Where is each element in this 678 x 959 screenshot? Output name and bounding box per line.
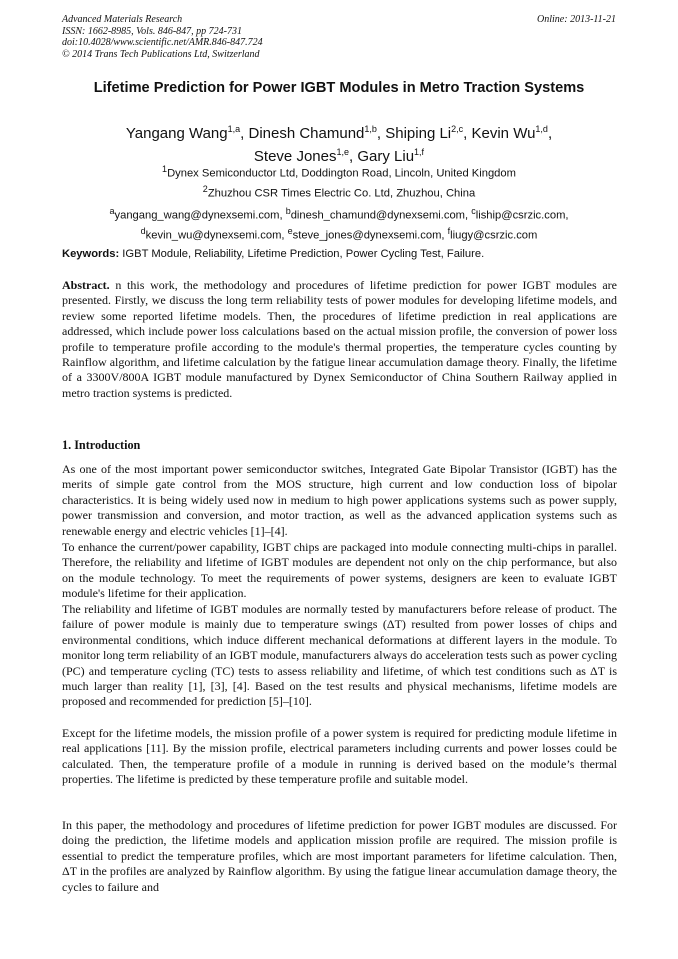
keywords xyxy=(62,248,618,260)
intro-paragraph-2: To enhance the current/power capability, IGBT chips are packaged into module connecting multi-chips in parallel. Therefore, the reliability and lifetime of IGBT modules are dependent not only on the chip performance, but also on the module technology. To meet the requirements of power systems, designers are keen to evaluate IGBT module's lifetime for their application. xyxy=(62,540,617,601)
author-sep: , xyxy=(349,148,358,165)
email-sup: d xyxy=(140,225,146,236)
author-sup: 1,b xyxy=(364,124,377,134)
author-sup: 1,f xyxy=(414,147,425,157)
affiliation-1 xyxy=(40,164,638,180)
author-sep: , xyxy=(547,125,553,142)
email-link[interactable]: steve_jones@dynexsemi.com, xyxy=(292,229,448,242)
email-link[interactable]: liugy@csrzic.com xyxy=(450,229,538,242)
author-sup: 1,e xyxy=(336,147,349,157)
affiliation-text: Dynex Semiconductor Ltd, Doddington Road, Lincoln, United Kingdom xyxy=(167,167,516,180)
online-date: Online: 2013-11-21 xyxy=(537,14,616,25)
keywords-text: IGBT Module, Reliability, Lifetime Prediction, Power Cycling Test, Failure. xyxy=(119,248,485,260)
email-link[interactable]: yangang_wang@dynexsemi.com, xyxy=(114,209,286,222)
email-line-1 xyxy=(40,204,638,224)
email-sup: a xyxy=(109,206,115,216)
keywords-label: Keywords: xyxy=(62,248,120,260)
author-sep: , xyxy=(376,125,386,142)
issn-line: ISSN: 1662-8985, Vols. 846-847, pp 724-731 xyxy=(62,25,242,37)
email-link[interactable]: liship@csrzic.com, xyxy=(475,209,569,222)
email-sup: f xyxy=(447,225,451,236)
author-name: Kevin Wu xyxy=(471,125,536,142)
author-name: Gary Liu xyxy=(357,148,415,165)
author-name: Dinesh Chamund xyxy=(248,125,365,142)
author-list xyxy=(40,120,638,166)
email-line-2 xyxy=(40,224,638,244)
journal-name: Advanced Materials Research xyxy=(62,14,183,25)
email-sup: b xyxy=(285,206,291,216)
email-sup: e xyxy=(287,225,293,236)
affiliation-sup: 1 xyxy=(162,164,168,174)
author-sep: , xyxy=(463,125,472,142)
author-sep: , xyxy=(240,125,249,142)
author-sup: 1,d xyxy=(535,124,548,134)
intro-paragraph-3: The reliability and lifetime of IGBT modules are normally tested by manufacturers before release of product. The failure of power module is mainly due to temperature swings (ΔT) resulted from power losses of chips and environmental conditions, which induce different mechanical deformations at different layers in the module. To monitor long term reliability of an IGBT module, manufacturers always do acceleration tests such as power cycling (PC) and temperature cycling (TC) tests to assess reliability and lifetime, of which test conditions such as ΔT is much larger than reality [1], [3], [4]. Based on the test results and physical mechanisms, lifetime models are proposed and recommended for prediction [5]–[10]. xyxy=(62,602,617,709)
email-link[interactable]: kevin_wu@dynexsemi.com, xyxy=(145,229,288,242)
email-link[interactable]: dinesh_chamund@dynexsemi.com, xyxy=(290,209,472,222)
affiliation-text: Zhuzhou CSR Times Electric Co. Ltd, Zhuzhou, China xyxy=(207,187,476,200)
affiliation-sup: 2 xyxy=(202,184,208,194)
author-name: Shiping Li xyxy=(385,125,452,142)
email-sup: c xyxy=(471,206,476,216)
author-line-1 xyxy=(40,120,638,143)
section-heading: 1. Introduction xyxy=(62,438,141,452)
copyright-line: © 2014 Trans Tech Publications Ltd, Switzerland xyxy=(62,48,260,60)
paper-title: Lifetime Prediction for Power IGBT Modules in Metro Traction Systems xyxy=(93,80,585,96)
abstract-label: Abstract. xyxy=(62,278,110,292)
doi-line: doi:10.4028/www.scientific.net/AMR.846-847.724 xyxy=(62,37,263,48)
author-sup: 2,c xyxy=(451,124,464,134)
author-sup: 1,a xyxy=(227,124,241,134)
author-name: Yangang Wang xyxy=(125,125,228,142)
author-emails xyxy=(40,204,638,243)
intro-paragraph-5: In this paper, the methodology and procedures of lifetime prediction for power IGBT modules are discussed. For doing the prediction, the lifetime models and application mission profile are required. The mission profile is essential to predict the temperature profiles, which are most important parameters for lifetime calculation. Then, ΔT in the profiles are analyzed by Rainflow algorithm. By using the fatigue linear accumulation damage theory, the cycles to failure and xyxy=(62,818,617,894)
abstract xyxy=(62,278,617,401)
intro-paragraph-4: Except for the lifetime models, the mission profile of a power system is required for predicting module lifetime in real applications [11]. By the mission profile, electrical parameters including currents and power losses could be calculated. Then, the temperature profile of a module in running is derived based on the module’s thermal properties. The lifetime is predicted by these temperature profile and suitable model. xyxy=(62,726,617,787)
journal-header xyxy=(62,14,616,60)
author-name: Steve Jones xyxy=(253,148,337,165)
author-line-2 xyxy=(40,143,638,166)
abstract-text: n this work, the methodology and procedures of lifetime prediction for power IGBT modules are presented. Firstly, we discuss the long term reliability tests of power modules for developing lifetime models, and review some reported lifetime models. Then, the procedures of lifetime prediction in real applications are addressed, which include power loss calculations based on the actual mission profile, the conversion of power loss profile to temperature profile according to the module's thermal properties, the temperature cycles counting by Rainflow algorithm, and lifetime calculation by the fatigue linear accumulation damage theory. Finally, the lifetime of a 3300V/800A IGBT module manufactured by Dynex Semiconductor of China Southern Railway applied in metro traction systems is predicted. xyxy=(62,278,617,400)
intro-paragraph-1: As one of the most important power semiconductor switches, Integrated Gate Bipolar Transistor (IGBT) has the merits of simple gate control from the MOS structure, high current and low conduction loss of bipolar characteristics. It is being widely used now in medium to high power applications systems such as power supply, power transmission and conversion, and motor traction, as well as the advanced application systems such as renewable energy and electric vehicles [1]–[4]. xyxy=(62,462,617,538)
affiliation-2 xyxy=(40,184,638,200)
